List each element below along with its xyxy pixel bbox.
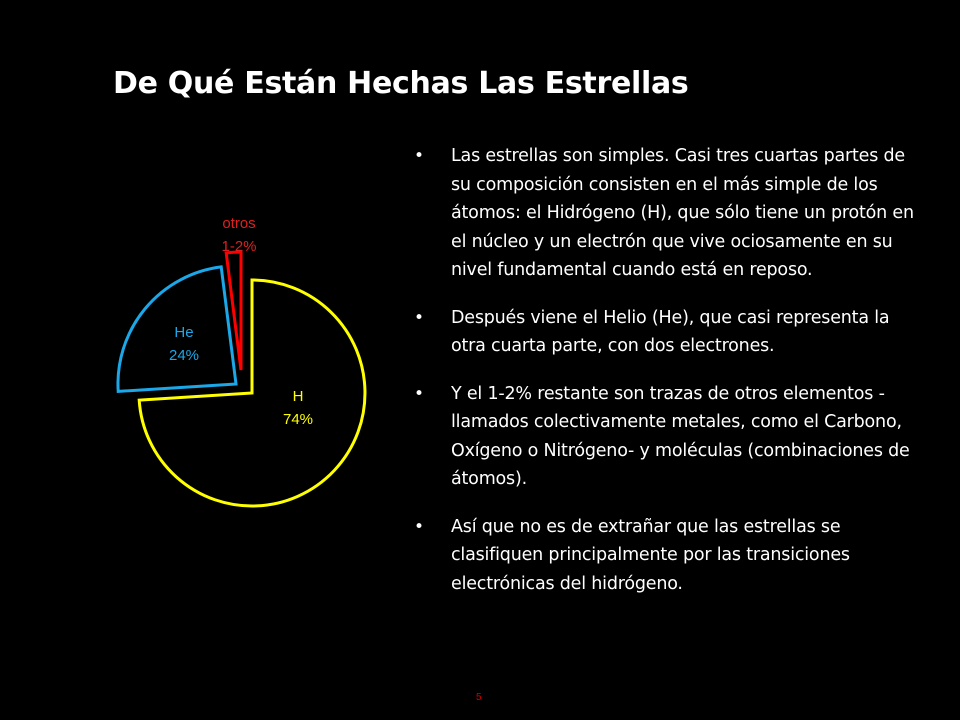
slice-label-he-value: 24%	[168, 347, 200, 364]
bullet-list	[414, 142, 914, 617]
bullet-text: Las estrellas son simples. Casi tres cuartas partes de su composición consisten en el más simple de los átomos: el Hidrógeno (H), que sólo tiene un protón en el núcleo y un electrón que vive ociosamente en su nivel fundamental cuando está en reposo.	[451, 146, 914, 280]
bullet-marker: •	[414, 307, 424, 328]
pie-slice-otros	[226, 252, 241, 370]
bullet-marker: •	[414, 383, 424, 404]
slice-label-h-name: H	[292, 388, 304, 405]
pie-slice-h	[139, 280, 365, 506]
slice-label-otros-name: otros	[222, 215, 256, 232]
bullet-text: Y el 1-2% restante son trazas de otros elementos -llamados colectivamente metales, como el Carbono, Oxígeno o Nitrógeno- y moléculas (combinaciones de átomos).	[451, 383, 910, 489]
slice-label-he-name: He	[174, 324, 194, 341]
bullet-text: Así que no es de extrañar que las estrellas se clasifiquen principalmente por las transiciones electrónicas del hidrógeno.	[451, 516, 850, 594]
page-number: 5	[476, 692, 482, 703]
bullet-marker: •	[414, 146, 424, 166]
bullet-marker: •	[414, 516, 424, 537]
bullet-item	[414, 304, 914, 361]
slice-label-otros-value: 1-2%	[221, 238, 257, 255]
slice-label-h-value: 74%	[282, 411, 314, 428]
bullet-item	[414, 380, 914, 494]
bullet-text: Después viene el Helio (He), que casi representa la otra cuarta parte, con dos electrones.	[451, 307, 890, 356]
bullet-item	[414, 513, 914, 599]
slide-title: De Qué Están Hechas Las Estrellas	[113, 66, 689, 101]
bullet-item	[414, 142, 914, 285]
